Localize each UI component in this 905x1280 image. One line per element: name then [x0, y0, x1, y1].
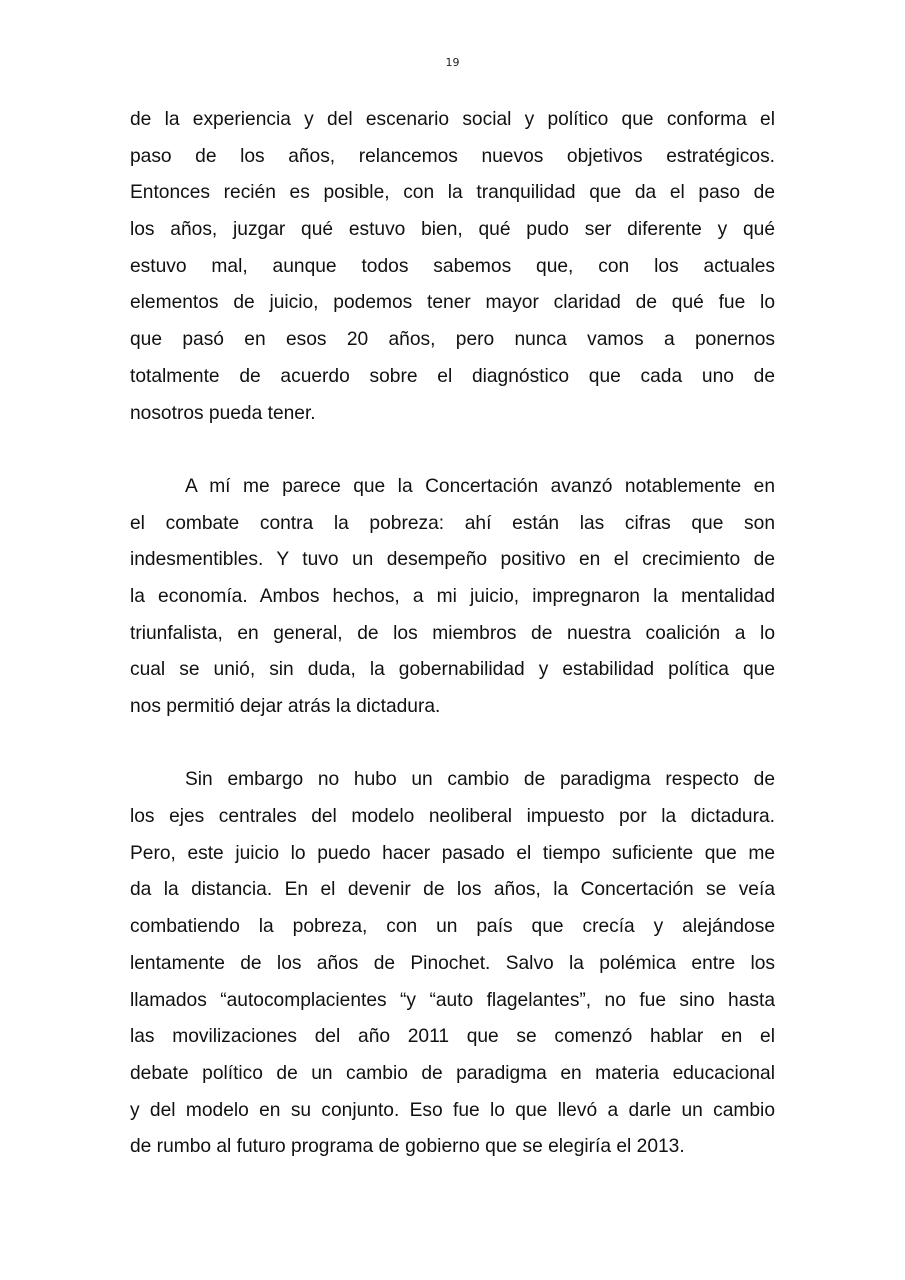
text-line: de la experiencia y del escenario social y político que conforma el	[130, 109, 775, 130]
document-body	[130, 102, 775, 1203]
text-line: llamados “autocomplacientes “y “auto flagelantes”, no fue sino hasta	[130, 989, 775, 1011]
text-line: triunfalista, en general, de los miembros de nuestra coalición a lo	[130, 622, 775, 644]
text-line: lentamente de los años de Pinochet. Salvo la polémica entre los	[130, 952, 775, 974]
text-line: indesmentibles. Y tuvo un desempeño positivo en el crecimiento de	[130, 549, 775, 571]
text-line: los años, juzgar qué estuvo bien, qué pudo ser diferente y qué	[130, 219, 775, 241]
paragraph	[130, 469, 775, 726]
text-line: la economía. Ambos hechos, a mi juicio, impregnaron la mentalidad	[130, 585, 775, 607]
text-line: Sin embargo no hubo un cambio de paradigma respecto de	[185, 769, 775, 791]
text-line: y del modelo en su conjunto. Eso fue lo que llevó a darle un cambio	[130, 1099, 775, 1121]
text-line: paso de los años, relancemos nuevos objetivos estratégicos.	[130, 145, 775, 167]
page-number: 19	[445, 56, 460, 69]
paragraph	[130, 102, 775, 432]
text-line: elementos de juicio, podemos tener mayor claridad de qué fue lo	[130, 292, 775, 314]
text-line: Pero, este juicio lo puedo hacer pasado el tiempo suficiente que me	[130, 842, 775, 864]
text-line: totalmente de acuerdo sobre el diagnóstico que cada uno de	[130, 365, 775, 387]
paragraph	[130, 762, 775, 1166]
text-line: debate político de un cambio de paradigma en materia educacional	[130, 1062, 775, 1084]
text-line: el combate contra la pobreza: ahí están las cifras que son	[130, 512, 775, 534]
text-line: los ejes centrales del modelo neoliberal impuesto por la dictadura.	[130, 806, 775, 828]
text-line: nosotros pueda tener.	[130, 402, 316, 424]
text-line: cual se unió, sin duda, la gobernabilidad y estabilidad política que	[130, 659, 775, 681]
text-line: las movilizaciones del año 2011 que se comenzó hablar en el	[130, 1026, 775, 1048]
text-line: de rumbo al futuro programa de gobierno que se elegiría el 2013.	[130, 1136, 685, 1158]
text-line: Entonces recién es posible, con la tranquilidad que da el paso de	[130, 182, 775, 204]
text-line: que pasó en esos 20 años, pero nunca vamos a ponernos	[130, 329, 775, 351]
text-line: combatiendo la pobreza, con un país que crecía y alejándose	[130, 916, 775, 938]
text-line: da la distancia. En el devenir de los años, la Concertación se veía	[130, 879, 775, 901]
text-line: estuvo mal, aunque todos sabemos que, con los actuales	[130, 255, 775, 277]
text-line: nos permitió dejar atrás la dictadura.	[130, 696, 441, 717]
text-line: A mí me parece que la Concertación avanzó notablemente en	[185, 475, 775, 497]
